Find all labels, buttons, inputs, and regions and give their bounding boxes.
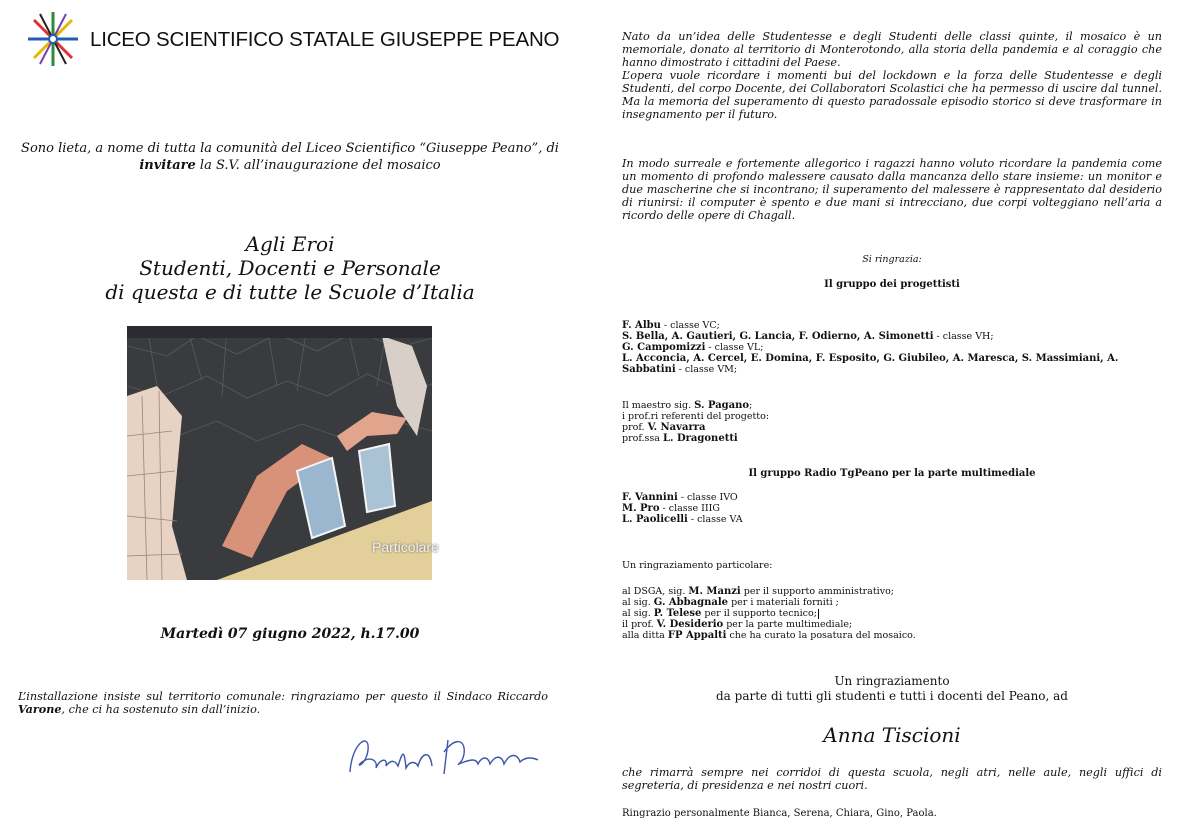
installation-note: L’installazione insiste sul territorio comunale: ringraziamo per questo il Sindaco Riccardo Varone, che ci ha sostenuto sin dall’inizio.	[18, 690, 548, 716]
special-thanks-row-detail: per il supporto tecnico;	[701, 608, 817, 619]
special-thanks-row-names: M. Manzi	[688, 586, 741, 597]
special-thanks-row-prefix: il prof.	[622, 619, 657, 630]
text-cursor	[818, 609, 819, 619]
invitation-text: Sono lieta, a nome di tutta la comunità del Liceo Scientifico “Giuseppe Peano”, di invitare la S.V. all’inaugurazione del mosaico	[21, 141, 559, 173]
radio-row	[622, 492, 1162, 503]
special-thanks-row-detail: per i materiali forniti ;	[728, 597, 839, 608]
school-name: LICEO SCIENTIFICO STATALE GIUSEPPE PEANO	[90, 28, 560, 51]
radio-row	[622, 503, 1162, 514]
dedicatee-name: Anna Tiscioni	[823, 723, 961, 747]
special-thanks-row	[622, 586, 1162, 597]
designers-list	[622, 320, 1162, 375]
designer-row-names: G. Campomizzi	[622, 342, 706, 353]
radio-row-names: M. Pro	[622, 503, 660, 514]
designer-row	[622, 353, 1162, 375]
si-ringrazia: Si ringrazia:	[862, 254, 922, 265]
maestro-block: Il maestro sig. S. Pagano; i prof.ri referenti del progetto: prof. V. Navarra prof.ssa L. Dragonetti	[622, 400, 770, 444]
radio-row-names: L. Paolicelli	[622, 514, 688, 525]
personal-thanks: Ringrazio personalmente Bianca, Serena, Chiara, Gino, Paola.	[622, 808, 937, 819]
title-line-1: Agli Eroi	[245, 232, 335, 256]
designer-row-detail: - classe VM;	[675, 364, 738, 375]
left-column	[0, 0, 575, 832]
special-thanks-row	[622, 608, 1162, 619]
designer-row-detail: - classe VH;	[933, 331, 994, 342]
special-thanks-row-names: G. Abbagnale	[653, 597, 729, 608]
special-thanks-row-prefix: al DSGA, sig.	[622, 586, 689, 597]
special-thanks-row-prefix: alla ditta	[622, 630, 668, 641]
signature-icon	[340, 722, 550, 792]
designer-row	[622, 320, 1162, 331]
header	[22, 8, 559, 70]
special-thanks-row	[622, 619, 1162, 630]
special-thanks-row	[622, 630, 1162, 641]
designers-group-title: Il gruppo dei progettisti	[824, 279, 960, 290]
special-thanks-row-detail: per la parte multimediale;	[723, 619, 853, 630]
special-thanks-row-detail: per il supporto amministrativo;	[740, 586, 894, 597]
special-thanks-label: Un ringraziamento particolare:	[622, 560, 773, 571]
radio-row-detail: - classe IVO	[677, 492, 738, 503]
title-line-2: Studenti, Docenti e Personale	[139, 256, 441, 280]
special-thanks-row	[622, 597, 1162, 608]
designer-row	[622, 331, 1162, 342]
designer-row	[622, 342, 1162, 353]
dedication-text: che rimarrà sempre nei corridoi di questa scuola, negli atri, nelle aule, negli uffici di segreteria, di presidenza e nei nostri cuori.	[622, 766, 1162, 792]
special-thanks-list	[622, 586, 1162, 641]
special-thanks-row-names: FP Appalti	[667, 630, 727, 641]
special-thanks-row-names: V. Desiderio	[656, 619, 724, 630]
school-logo-icon	[22, 8, 84, 70]
radio-row-names: F. Vannini	[622, 492, 678, 503]
designer-row-names: F. Albu	[622, 320, 661, 331]
special-thanks-row-prefix: al sig.	[622, 597, 654, 608]
designer-row-names: S. Bella, A. Gautieri, G. Lancia, F. Odierno, A. Simonetti	[622, 331, 934, 342]
special-thanks-row-prefix: al sig.	[622, 608, 654, 619]
designer-row-detail: - classe VL;	[705, 342, 764, 353]
intro-paragraph: Nato da un’idea delle Studentesse e degli Studenti delle classi quinte, il mosaico è un memoriale, donato al territorio di Monterotondo, alla storia della pandemia e al coraggio che hanno dimostrato i cittadini del Paese. L’opera vuole ricordare i momenti bui del lockdown e la forza delle Studentesse e degli Studenti, del corpo Docente, dei Collaboratori Scolastici che ha permesso di uscire dal tunnel. Ma la memoria del superamento di questo paradossale episodio storico si deve trasformare in insegnamento per il futuro.	[622, 30, 1162, 121]
photo-caption: Particolare	[372, 539, 439, 555]
designer-row-names: L. Acconcia, A. Cercel, E. Domina, F. Esposito, G. Giubileo, A. Maresca, S. Massimiani, A. Sabbatini	[622, 353, 1119, 375]
radio-group-title: Il gruppo Radio TgPeano per la parte multimediale	[748, 468, 1036, 479]
special-thanks-row-names: P. Telese	[653, 608, 702, 619]
thanks-block: Un ringraziamento da parte di tutti gli studenti e tutti i docenti del Peano, ad	[715, 674, 1068, 703]
mosaic-title	[10, 232, 570, 304]
special-thanks-row-detail: che ha curato la posatura del mosaico.	[726, 630, 916, 641]
event-date: Martedì 07 giugno 2022, h.17.00	[160, 626, 420, 642]
allegory-paragraph: In modo surreale e fortemente allegorico i ragazzi hanno voluto ricordare la pandemia come un momento di profondo malessere causato dalla mancanza dello stare insieme: un monitor e due mascherine che si incontrano; il superamento del malessere è rappresentato dal desiderio di riunirsi: il computer è spento e due mani si intrecciano, due corpi volteggiano nell’aria a ricordo delle opere di Chagall.	[622, 157, 1162, 222]
radio-list	[622, 492, 1162, 525]
right-column	[622, 0, 1162, 832]
radio-row-detail: - classe IIIG	[659, 503, 721, 514]
designer-row-detail: - classe VC;	[660, 320, 720, 331]
radio-row	[622, 514, 1162, 525]
title-line-3: di questa e di tutte le Scuole d’Italia	[105, 280, 475, 304]
radio-row-detail: - classe VA	[687, 514, 743, 525]
